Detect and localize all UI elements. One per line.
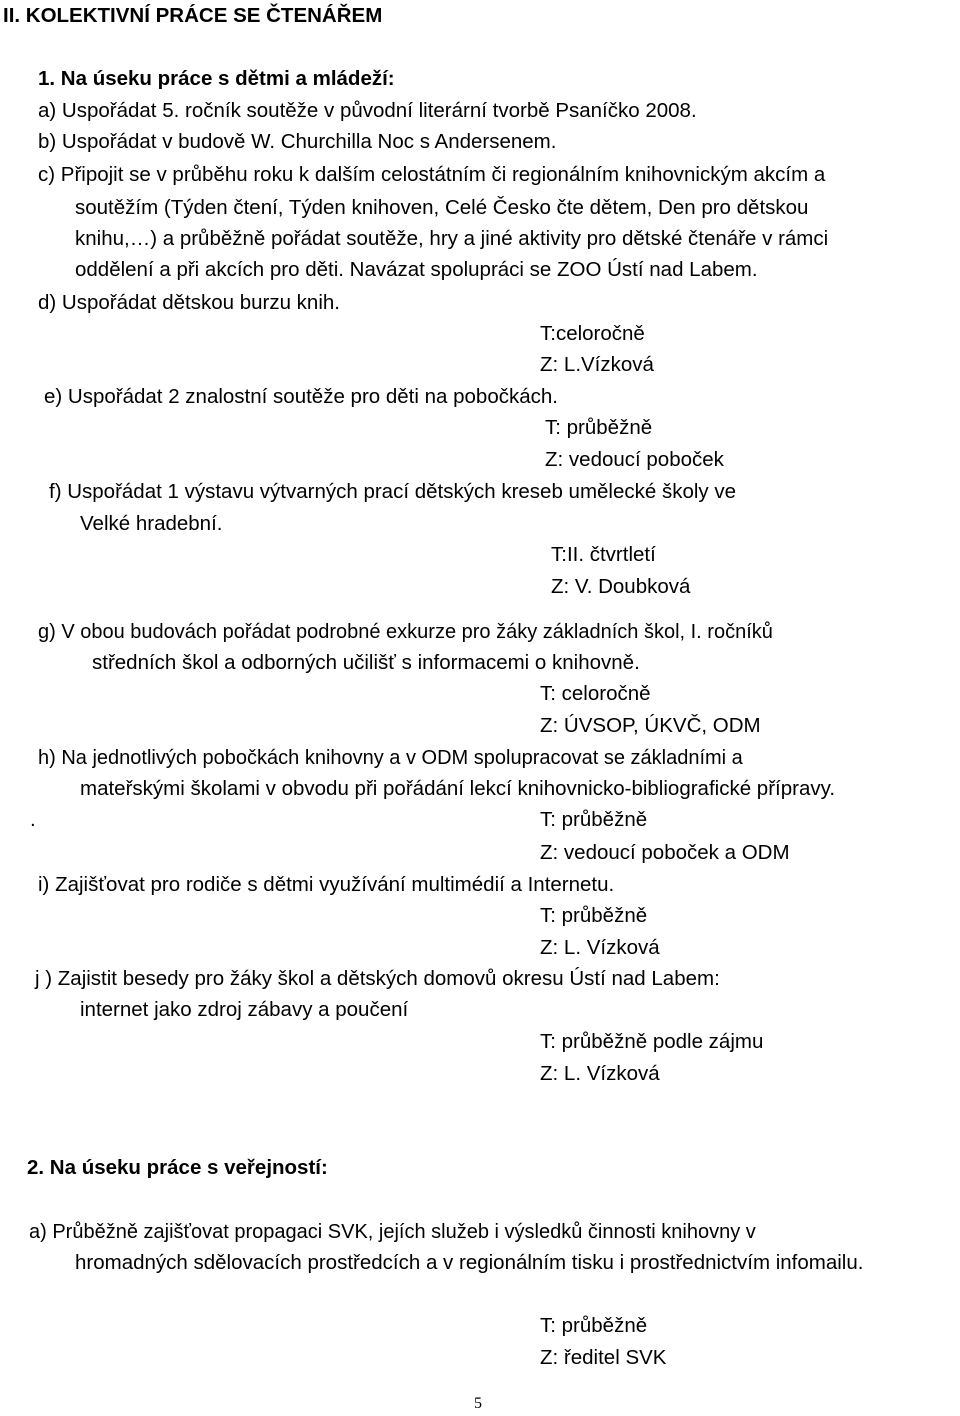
item-c-line-1: c) Připojit se v průběhu roku k dalším celostátním či regionálním knihovnickým akcím a xyxy=(38,163,826,186)
section-2-title: 2. Na úseku práce s veřejností: xyxy=(27,1156,328,1179)
item-b: b) Uspořádat v budově W. Churchilla Noc s Andersenem. xyxy=(38,130,557,153)
item-f-line-1: f) Uspořádat 1 výstavu výtvarných prací dětských kreseb umělecké školy ve xyxy=(49,480,737,503)
item-f-responsible: Z: V. Doubková xyxy=(551,575,691,598)
item-h-dot: . xyxy=(30,808,36,831)
item-g-line-2: středních škol a odborných učilišť s informacemi o knihovně. xyxy=(92,651,640,674)
page-number: 5 xyxy=(474,1395,482,1412)
item-h-line-2: mateřskými školami v obvodu při pořádání lekcí knihovnicko-bibliografické přípravy. xyxy=(80,777,836,800)
section-2-item-a-responsible: Z: ředitel SVK xyxy=(540,1346,667,1369)
item-g-line-1: g) V obou budovách pořádat podrobné exkurze pro žáky základních škol, I. ročníků xyxy=(38,621,773,643)
item-g-responsible: Z: ÚVSOP, ÚKVČ, ODM xyxy=(540,714,761,737)
section-1-title: 1. Na úseku práce s dětmi a mládeží: xyxy=(38,67,395,90)
item-j-term: T: průběžně podle zájmu xyxy=(540,1030,764,1053)
item-e-responsible: Z: vedoucí poboček xyxy=(545,448,724,471)
page-heading: II. KOLEKTIVNÍ PRÁCE SE ČTENÁŘEM xyxy=(3,4,383,27)
item-i-responsible: Z: L. Vízková xyxy=(540,936,660,959)
item-j-line-2: internet jako zdroj zábavy a poučení xyxy=(80,998,409,1021)
item-e-term: T: průběžně xyxy=(545,416,653,439)
section-2-item-a-line-1: a) Průběžně zajišťovat propagaci SVK, jejích služeb i výsledků činnosti knihovny v xyxy=(29,1221,756,1243)
item-d-term: T:celoročně xyxy=(540,322,645,345)
item-c-line-2: soutěžím (Týden čtení, Týden knihoven, Celé Česko čte dětem, Den pro dětskou xyxy=(75,196,809,219)
item-i-term: T: průběžně xyxy=(540,904,648,927)
item-e: e) Uspořádat 2 znalostní soutěže pro děti na pobočkách. xyxy=(44,385,558,408)
item-i: i) Zajišťovat pro rodiče s dětmi využívání multimédií a Internetu. xyxy=(38,873,615,896)
item-f-line-2: Velké hradební. xyxy=(80,512,223,535)
item-h-responsible: Z: vedoucí poboček a ODM xyxy=(540,841,790,864)
item-d-responsible: Z: L.Vízková xyxy=(540,353,654,376)
item-g-term: T: celoročně xyxy=(540,682,651,705)
item-h-term: T: průběžně xyxy=(540,808,648,831)
section-2-item-a-line-2: hromadných sdělovacích prostředcích a v regionálním tisku i prostřednictvím infomailu. xyxy=(75,1251,864,1274)
item-f-term: T:II. čtvrtletí xyxy=(551,543,656,566)
item-c-line-3: knihu,…) a průběžně pořádat soutěže, hry a jiné aktivity pro dětské čtenáře v rámci xyxy=(75,227,829,250)
item-d: d) Uspořádat dětskou burzu knih. xyxy=(38,291,340,314)
item-j-line-1: j ) Zajistit besedy pro žáky škol a dětských domovů okresu Ústí nad Labem: xyxy=(35,967,720,990)
section-2-item-a-term: T: průběžně xyxy=(540,1314,648,1337)
item-h-line-1: h) Na jednotlivých pobočkách knihovny a v ODM spolupracovat se základními a xyxy=(38,747,743,769)
item-a: a) Uspořádat 5. ročník soutěže v původní literární tvorbě Psaníčko 2008. xyxy=(38,99,697,122)
item-j-responsible: Z: L. Vízková xyxy=(540,1062,660,1085)
item-c-line-4: oddělení a při akcích pro děti. Navázat spolupráci se ZOO Ústí nad Labem. xyxy=(75,258,758,281)
